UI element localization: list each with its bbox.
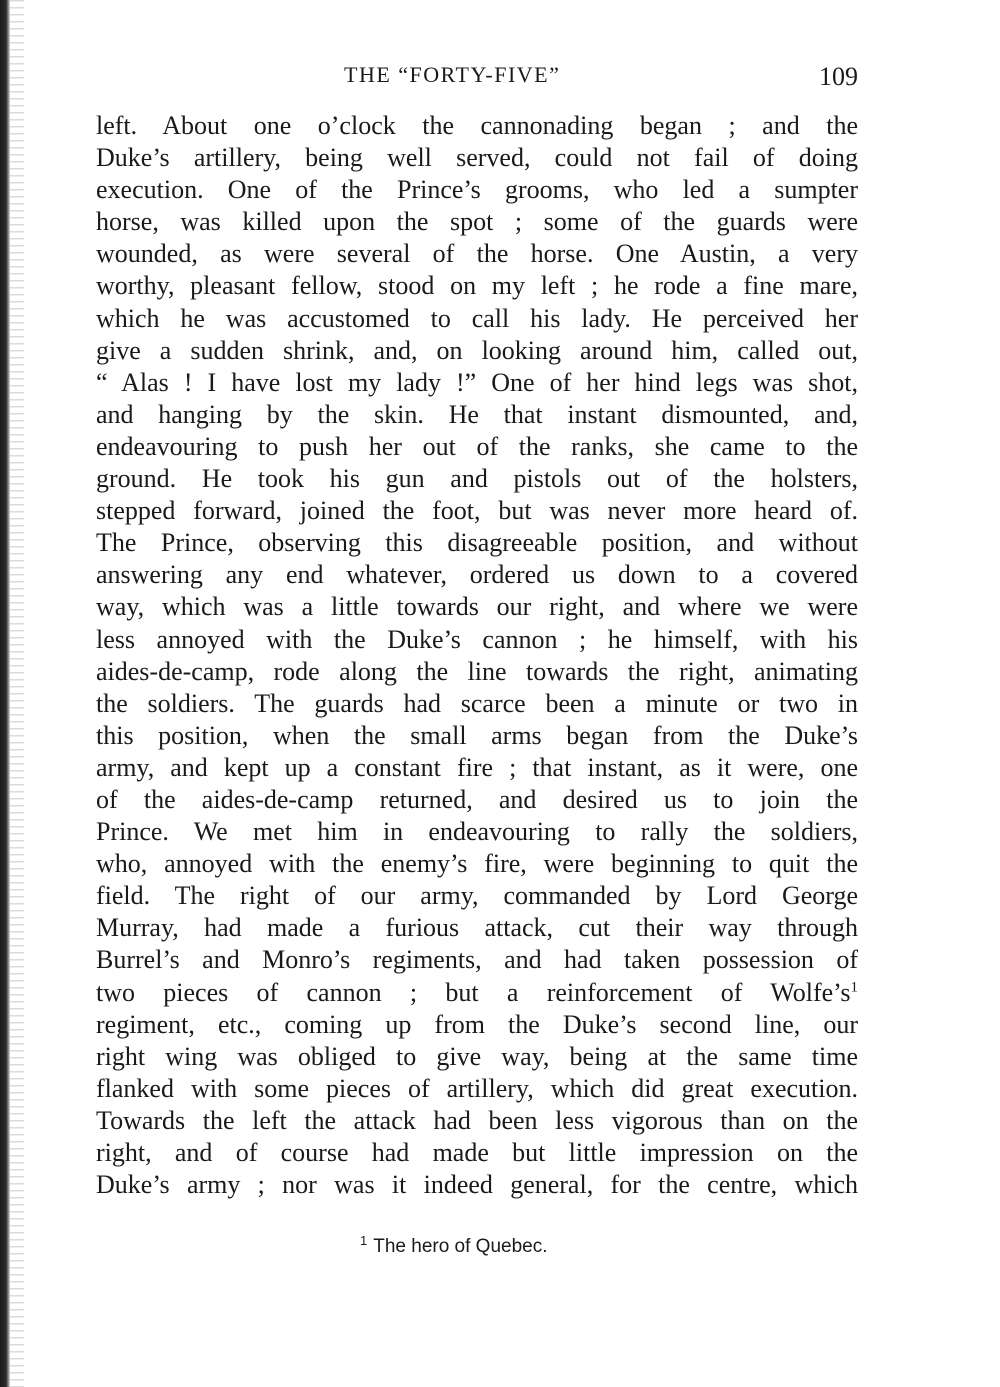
text-line: who, annoyed with the enemy’s fire, were beginning to quit the	[96, 849, 858, 879]
text-line: regiment, etc., coming up from the Duke’s second line, our	[96, 1009, 858, 1039]
text-line: Duke’s army ; nor was it indeed general, for the centre, which	[96, 1170, 858, 1200]
text-line: the soldiers. The guards had scarce been a minute or two in	[96, 688, 858, 718]
footnote-marker: 1	[850, 978, 858, 995]
text-line: of the aides-de-camp returned, and desired us to join the	[96, 784, 858, 814]
text-line: give a sudden shrink, and, on looking around him, called out,	[96, 335, 858, 365]
text-line: field. The right of our army, commanded by Lord George	[96, 881, 858, 911]
text-line: endeavouring to push her out of the ranks, she came to the	[96, 431, 858, 461]
text-line: ground. He took his gun and pistols out of the holsters,	[96, 464, 858, 494]
text-line: left. About one o’clock the cannonading began ; and the	[96, 111, 858, 140]
text-line: army, and kept up a constant fire ; that instant, as it were, one	[96, 752, 858, 782]
text-line: worthy, pleasant fellow, stood on my left ; he rode a fine mare,	[96, 271, 858, 301]
text-line: way, which was a little towards our right, and where we were	[96, 592, 858, 622]
text-line: Murray, had made a furious attack, cut their way through	[96, 913, 858, 943]
text-line: Prince. We met him in endeavouring to rally the soldiers,	[96, 817, 858, 847]
text-line: this position, when the small arms began from the Duke’s	[96, 720, 858, 750]
running-head	[96, 62, 858, 92]
text-line: answering any end whatever, ordered us down to a covered	[96, 560, 858, 590]
text-line: wounded, as were several of the horse. One Austin, a very	[96, 239, 858, 269]
text-line-content: two pieces of cannon ; but a reinforcement of Wolfe’s	[96, 977, 851, 1007]
binding-edge	[0, 0, 10, 1387]
text-line: Duke’s artillery, being well served, could not fail of doing	[96, 143, 858, 173]
text-line: stepped forward, joined the foot, but was never more heard of.	[96, 496, 858, 526]
text-line: less annoyed with the Duke’s cannon ; he himself, with his	[96, 624, 858, 654]
page-number: 109	[819, 62, 858, 91]
running-title: THE “FORTY-FIVE”	[344, 62, 561, 87]
text-line-with-footnote	[96, 977, 858, 1009]
text-line: and hanging by the skin. He that instant dismounted, and,	[96, 399, 858, 429]
binding-shadow	[10, 0, 24, 1387]
footnote-number: 1	[360, 1232, 368, 1248]
text-line: which he was accustomed to call his lady. He perceived her	[96, 303, 858, 333]
text-line: Burrel’s and Monro’s regiments, and had taken possession of	[96, 945, 858, 975]
text-line: Towards the left the attack had been less vigorous than on the	[96, 1105, 858, 1135]
body-text	[96, 110, 858, 1201]
text-line: horse, was killed upon the spot ; some of the guards were	[96, 207, 858, 237]
text-line: flanked with some pieces of artillery, which did great execution.	[96, 1073, 858, 1103]
footnote-text: The hero of Quebec.	[373, 1236, 548, 1257]
text-line: “ Alas ! I have lost my lady !” One of her hind legs was shot,	[96, 367, 858, 397]
text-line: aides-de-camp, rode along the line towards the right, animating	[96, 656, 858, 686]
text-line: right, and of course had made but little impression on the	[96, 1138, 858, 1167]
text-line: right wing was obliged to give way, being at the same time	[96, 1041, 858, 1071]
text-line: The Prince, observing this disagreeable position, and without	[96, 528, 858, 558]
text-line: execution. One of the Prince’s grooms, who led a sumpter	[96, 175, 858, 205]
footnote	[360, 1232, 548, 1258]
